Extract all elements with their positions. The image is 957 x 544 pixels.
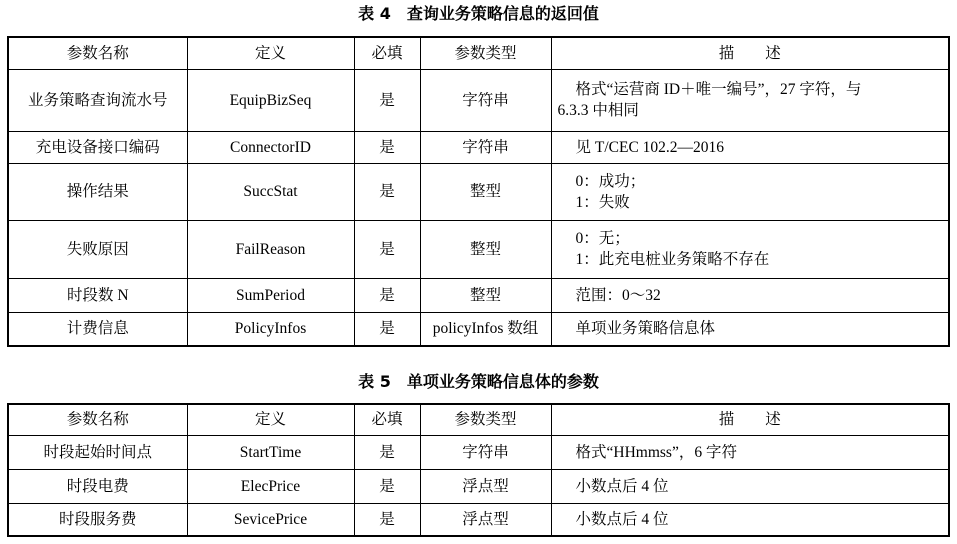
header-name: 参数名称	[8, 404, 187, 435]
header-name: 参数名称	[8, 37, 187, 69]
param-definition: StartTime	[187, 435, 354, 469]
description-line: 0：成功；	[575, 172, 646, 190]
param-required: 是	[354, 503, 420, 536]
header-type: 参数类型	[420, 37, 551, 69]
param-type: 字符串	[420, 435, 551, 469]
param-description	[551, 435, 949, 469]
header-required: 必填	[354, 37, 420, 69]
param-definition: FailReason	[187, 220, 354, 278]
table-row	[8, 220, 949, 278]
table5-caption: 表 5 单项业务策略信息体的参数	[358, 372, 599, 391]
param-description	[551, 503, 949, 536]
table-row	[8, 469, 949, 503]
param-name: 失败原因	[8, 220, 187, 278]
param-description	[551, 312, 949, 346]
description-line: 范围：0～32	[575, 286, 661, 304]
param-description	[551, 131, 949, 163]
header-description: 描 述	[551, 404, 949, 435]
description-line: 6.3.3 中相同	[557, 102, 639, 119]
table-row	[8, 131, 949, 163]
param-name: 操作结果	[8, 163, 187, 220]
param-name: 时段数 N	[8, 278, 187, 312]
header-description: 描 述	[551, 37, 949, 69]
param-required: 是	[354, 435, 420, 469]
table4	[7, 36, 950, 347]
param-description	[551, 69, 949, 131]
description-line: 单项业务策略信息体	[575, 320, 716, 338]
description-line: 0：无；	[575, 230, 630, 247]
param-type: 浮点型	[420, 469, 551, 503]
param-definition: ConnectorID	[187, 131, 354, 163]
param-required: 是	[354, 278, 420, 312]
param-required: 是	[354, 220, 420, 278]
table-row	[8, 435, 949, 469]
param-name: 时段起始时间点	[8, 435, 187, 469]
header-definition: 定义	[187, 37, 354, 69]
description-line: 1：失败	[575, 193, 630, 211]
param-type: 字符串	[420, 131, 551, 163]
param-definition: SumPeriod	[187, 278, 354, 312]
table5	[7, 403, 950, 537]
param-name: 时段电费	[8, 469, 187, 503]
table-row	[8, 312, 949, 346]
description-line: 见 T/CEC 102.2—2016	[575, 138, 725, 156]
param-type: 浮点型	[420, 503, 551, 536]
param-description	[551, 220, 949, 278]
description-line: 小数点后 4 位	[575, 510, 669, 528]
description-line: 格式“运营商 ID＋唯一编号”，27 字符，与	[575, 81, 862, 98]
table-row	[8, 278, 949, 312]
param-type: 字符串	[420, 69, 551, 131]
param-name: 时段服务费	[8, 503, 187, 536]
param-definition: ElecPrice	[187, 469, 354, 503]
header-type: 参数类型	[420, 404, 551, 435]
param-description	[551, 469, 949, 503]
param-definition: SuccStat	[187, 163, 354, 220]
param-definition: EquipBizSeq	[187, 69, 354, 131]
table4-caption: 表 4 查询业务策略信息的返回值	[358, 4, 599, 23]
param-description	[551, 163, 949, 220]
param-type: policyInfos 数组	[420, 312, 551, 346]
description-line: 格式“HHmmss”，6 字符	[575, 443, 737, 461]
param-type: 整型	[420, 163, 551, 220]
param-type: 整型	[420, 220, 551, 278]
param-required: 是	[354, 312, 420, 346]
table5-header-row	[8, 404, 949, 435]
param-required: 是	[354, 469, 420, 503]
param-required: 是	[354, 69, 420, 131]
param-type: 整型	[420, 278, 551, 312]
param-name: 充电设备接口编码	[8, 131, 187, 163]
description-line: 1：此充电桩业务策略不存在	[575, 251, 770, 268]
table-row	[8, 163, 949, 220]
table4-header-row	[8, 37, 949, 69]
param-required: 是	[354, 163, 420, 220]
header-definition: 定义	[187, 404, 354, 435]
table-row	[8, 503, 949, 536]
param-name: 计费信息	[8, 312, 187, 346]
param-required: 是	[354, 131, 420, 163]
param-description	[551, 278, 949, 312]
table-row	[8, 69, 949, 131]
description-line: 小数点后 4 位	[575, 477, 669, 495]
param-definition: PolicyInfos	[187, 312, 354, 346]
param-name: 业务策略查询流水号	[8, 69, 187, 131]
header-required: 必填	[354, 404, 420, 435]
param-definition: SevicePrice	[187, 503, 354, 536]
